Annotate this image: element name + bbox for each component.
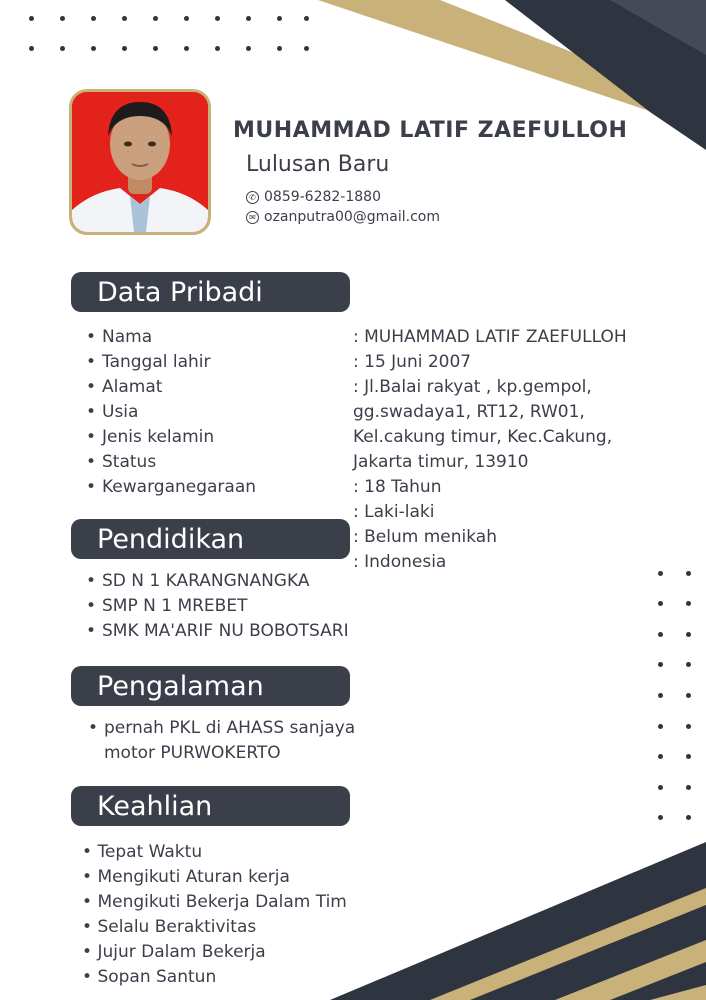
personal-labels — [86, 325, 256, 500]
value-jenis-kelamin: : Laki-laki — [353, 502, 435, 522]
value-kewarganegaraan: : Indonesia — [353, 552, 447, 572]
value-alamat-4: Jakarta timur, 13910 — [353, 452, 529, 472]
profile-photo — [69, 89, 211, 235]
skill-item — [82, 965, 347, 990]
experience-list — [88, 716, 355, 766]
experience-line-2: motor PURWOKERTO — [104, 743, 281, 763]
full-name: MUHAMMAD LATIF ZAEFULLOH — [233, 118, 628, 143]
job-title: Lulusan Baru — [246, 152, 390, 177]
section-pendidikan: Pendidikan — [71, 519, 350, 559]
skill-item — [82, 865, 347, 890]
skill-label: Mengikuti Bekerja Dalam Tim — [97, 892, 347, 912]
skill-item — [82, 940, 347, 965]
label-nama: • Nama — [86, 325, 256, 350]
value-usia: : 18 Tahun — [353, 477, 442, 497]
education-item: • SMP N 1 MREBET — [86, 594, 349, 619]
skills-list — [82, 840, 347, 990]
label-kewarganegaraan: • Kewarganegaraan — [86, 475, 256, 500]
value-alamat-1: : Jl.Balai rakyat , kp.gempol, — [353, 377, 592, 397]
phone-row — [246, 189, 381, 205]
skill-label: Mengikuti Aturan kerja — [97, 867, 290, 887]
label-jenis-kelamin: • Jenis kelamin — [86, 425, 256, 450]
skill-label: Jujur Dalam Bekerja — [97, 942, 266, 962]
email-address: ozanputra00@gmail.com — [264, 209, 440, 225]
phone-icon: ✆ — [246, 191, 259, 204]
skill-label: Selalu Beraktivitas — [97, 917, 257, 937]
skill-label: Sopan Santun — [97, 967, 217, 987]
value-alamat-2: gg.swadaya1, RT12, RW01, — [353, 402, 585, 422]
value-status: : Belum menikah — [353, 527, 497, 547]
skill-item — [82, 840, 347, 865]
label-tanggal-lahir: • Tanggal lahir — [86, 350, 256, 375]
education-list — [86, 569, 349, 644]
label-status: • Status — [86, 450, 256, 475]
section-keahlian: Keahlian — [71, 786, 350, 826]
value-alamat-3: Kel.cakung timur, Kec.Cakung, — [353, 427, 613, 447]
label-usia: • Usia — [86, 400, 256, 425]
education-item: • SMK MA'ARIF NU BOBOTSARI — [86, 619, 349, 644]
skill-item — [82, 890, 347, 915]
section-pengalaman: Pengalaman — [71, 666, 350, 706]
skill-item — [82, 915, 347, 940]
experience-line-1: • pernah PKL di AHASS sanjaya — [104, 718, 356, 738]
value-nama: : MUHAMMAD LATIF ZAEFULLOH — [353, 327, 627, 347]
email-row — [246, 209, 440, 225]
section-data-pribadi: Data Pribadi — [71, 272, 350, 312]
experience-item — [88, 716, 355, 741]
value-tanggal-lahir: : 15 Juni 2007 — [353, 352, 472, 372]
education-item: • SD N 1 KARANGNANGKA — [86, 569, 349, 594]
skill-label: Tepat Waktu — [97, 842, 203, 862]
phone-number: 0859-6282-1880 — [264, 189, 381, 205]
top-dot-grid — [0, 0, 330, 60]
email-icon: ✉ — [246, 211, 259, 224]
right-dot-grid — [650, 565, 700, 835]
label-alamat: • Alamat — [86, 375, 256, 400]
personal-values — [353, 325, 627, 575]
